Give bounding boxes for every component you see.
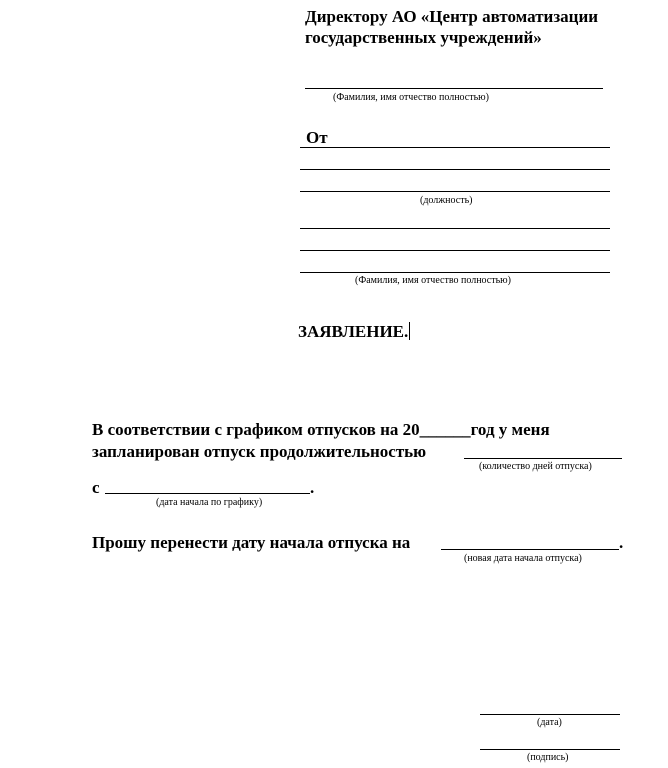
new-date-caption: (новая дата начала отпуска) (464, 553, 582, 564)
body-line-2: запланирован отпуск продолжительностью (92, 442, 427, 461)
from-line-3 (300, 191, 610, 192)
start-date-caption: (дата начала по графику) (156, 497, 263, 508)
body-line-1: В соответствии с графиком отпусков на 20______год у меня (92, 420, 550, 439)
request-period: . (619, 533, 624, 552)
addressee-heading: Директору АО «Центр автоматизации государственных учреждений» (305, 7, 599, 47)
date-line (480, 714, 620, 715)
addressee-name-line (305, 88, 603, 89)
days-count-line (464, 458, 622, 459)
days-count-caption: (количество дней отпуска) (479, 461, 592, 472)
from-line-1 (300, 147, 610, 148)
position-caption: (должность) (420, 195, 473, 206)
new-date-line (441, 549, 619, 550)
request-text: Прошу перенести дату начала отпуска на (92, 533, 411, 552)
date-caption: (дата) (537, 717, 562, 728)
applicant-line-3 (300, 272, 610, 273)
applicant-line-2 (300, 250, 610, 251)
from-date-prefix: с (92, 478, 100, 497)
text-cursor (409, 322, 410, 340)
from-label: От (306, 128, 328, 147)
applicant-line-1 (300, 228, 610, 229)
start-date-period: . (310, 478, 315, 497)
from-line-2 (300, 169, 610, 170)
signature-line (480, 749, 620, 750)
document-title-text: ЗАЯВЛЕНИЕ. (298, 322, 409, 341)
applicant-caption: (Фамилия, имя отчество полностью) (355, 275, 511, 286)
addressee-name-caption: (Фамилия, имя отчество полностью) (333, 92, 489, 103)
document-title (298, 322, 410, 342)
signature-caption: (подпись) (527, 752, 569, 763)
start-date-line (105, 493, 310, 494)
